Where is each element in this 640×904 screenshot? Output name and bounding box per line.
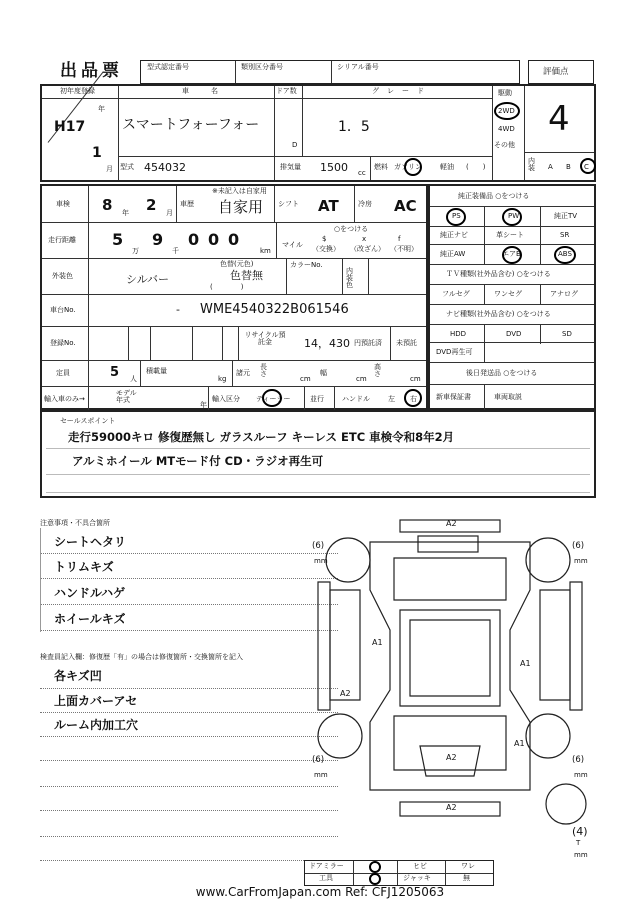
mirror-circle xyxy=(369,861,381,873)
eq-pw-circle xyxy=(502,208,522,226)
inspector-note-1: 各キズ凹 xyxy=(54,669,102,683)
interior-circle xyxy=(580,158,596,174)
sales-label: セールスポイント xyxy=(60,417,116,425)
note-3: ハンドルハゲ xyxy=(54,586,126,600)
mileage-man: 万 xyxy=(132,247,139,255)
tire-fr-unit: mm xyxy=(574,557,588,565)
color-change-label: 色替(元色) xyxy=(220,260,254,268)
height-unit: cm xyxy=(410,375,421,383)
form-title: 出品票 xyxy=(60,61,123,81)
mileage-digit-1: 5 xyxy=(112,230,124,249)
import-class-label: 輸入区分 xyxy=(212,395,240,403)
equipment-title: 純正装備品 ○をつける xyxy=(458,192,530,200)
tire-rr-value: 6 xyxy=(575,755,581,765)
category-label: 類別区分番号 xyxy=(241,63,283,71)
tv-analog: アナログ xyxy=(550,290,578,298)
navi-hdd: HDD xyxy=(450,330,467,338)
load-unit: kg xyxy=(218,375,227,383)
handle-label: ハンドル xyxy=(342,395,370,403)
grade-score: 4 xyxy=(548,99,570,139)
tire-fl: (6) xyxy=(312,541,325,551)
inspection-month: 2 xyxy=(146,196,157,214)
spare-sub: T xyxy=(576,839,581,847)
color-no-label: カラーNo. xyxy=(290,261,323,269)
mark-a2-front: A2 xyxy=(446,519,457,528)
mileage-label: 走行距離 xyxy=(48,236,76,244)
length-label: 長さ xyxy=(260,363,267,378)
mirror-crack: ヒビ xyxy=(413,862,427,870)
shift-value: AT xyxy=(318,197,339,215)
tire-rr: (6) xyxy=(572,755,585,765)
sales-block xyxy=(40,410,596,498)
sales-line-1: 走行59000キロ 修復歴無し ガラスルーフ キーレス ETC 車検令和8年2月 xyxy=(68,430,455,444)
first-reg-label: 初年度登録 xyxy=(60,87,95,95)
eq-airbag: エアB xyxy=(502,250,521,258)
mark-a1-left-door: A1 xyxy=(372,638,383,647)
equipment-block xyxy=(428,184,596,410)
mark-a2-left-rear: A2 xyxy=(340,689,351,698)
navi-sd: SD xyxy=(562,330,572,338)
tv-full: フルセグ xyxy=(442,290,470,298)
type-cert-label: 型式認定番号 xyxy=(147,63,189,71)
drive-label: 駆動 xyxy=(498,89,512,97)
interior-b: B xyxy=(566,163,571,171)
spare-value: 4 xyxy=(576,825,584,838)
eq-navi: 純正ナビ xyxy=(440,231,468,239)
interior-a: A xyxy=(548,163,553,171)
inspection-month-unit: 月 xyxy=(166,209,173,217)
inspector-note-3: ルーム内加工穴 xyxy=(54,718,139,732)
chassis-dash: - xyxy=(176,303,180,316)
inspector-label: 検査員記入欄：修復歴「有」の場合は修復箇所・交換箇所を記入 xyxy=(40,653,243,661)
mile-opt-2: （改ざん） xyxy=(350,245,385,253)
mileage-sen: 千 xyxy=(172,247,179,255)
tire-fl-value: 6 xyxy=(315,541,321,551)
details-block xyxy=(40,184,428,410)
mirror-break: ワレ xyxy=(461,862,475,870)
registration-label: 登録No. xyxy=(50,339,76,347)
doors-label: ドア数 xyxy=(276,87,297,95)
tire-fr: (6) xyxy=(572,541,585,551)
mark-a1-right-door: A1 xyxy=(520,659,531,668)
eq-ps: PS xyxy=(452,212,461,220)
import-class-circle xyxy=(262,389,282,407)
history-label: 車歴 xyxy=(180,200,194,208)
eq-ps-circle xyxy=(446,208,466,226)
cc-unit: cc xyxy=(358,169,366,177)
mile-circle-note: ○をつける xyxy=(334,225,369,233)
eq-abs-circle xyxy=(554,246,576,264)
handle-left: 左 xyxy=(388,395,395,403)
interior-color-label: 内装色 xyxy=(346,267,353,289)
use-note: ※未記入は自家用 xyxy=(212,187,267,195)
model-year-unit: 年 xyxy=(200,401,207,409)
width-unit: cm xyxy=(356,375,367,383)
capacity-value: 5 xyxy=(110,365,120,380)
tire-rl: (6) xyxy=(312,755,325,765)
grade-score-header xyxy=(528,60,594,84)
tool-circle xyxy=(369,873,381,885)
notes-label: 注意事項・不具合箇所 xyxy=(40,519,110,527)
accessory-table xyxy=(304,860,494,886)
eq-sr: SR xyxy=(560,231,570,239)
model-value: 454032 xyxy=(144,161,186,174)
inspection-year-unit: 年 xyxy=(122,209,129,217)
fuel-label: 燃料 xyxy=(374,163,388,171)
first-reg-year: H17 xyxy=(54,119,86,135)
vehicle-name: スマートフォーフォー xyxy=(122,117,260,133)
grade-label: グレード xyxy=(372,87,432,95)
mile-sym-3: f xyxy=(398,235,401,243)
first-reg-month: 1 xyxy=(92,145,102,161)
tire-fl-unit: mm xyxy=(314,557,328,565)
fuel-paren: ( ) xyxy=(466,163,486,171)
recycle-value: 14，430 xyxy=(304,337,350,350)
drive-4wd: 4WD xyxy=(498,125,515,133)
jack-none: 無 xyxy=(463,874,470,882)
after-title: 後日発送品 ○をつける xyxy=(466,369,538,377)
navi-title: ナビ種類(社外品含む) ○をつける xyxy=(446,310,551,318)
month-unit: 月 xyxy=(106,165,113,173)
color-change-paren: ( ) xyxy=(210,283,244,291)
id-row xyxy=(140,60,520,84)
fuel-value: ガソリン xyxy=(394,163,422,171)
capacity-label: 定員 xyxy=(56,369,70,377)
mile-opt-1: （交換） xyxy=(312,245,340,253)
chassis-label: 車台No. xyxy=(50,306,76,314)
sales-line-2: アルミホイール MTモード付 CD・ラジオ再生可 xyxy=(72,454,324,468)
tire-rr-unit: mm xyxy=(574,771,588,779)
handle-circle xyxy=(404,389,422,407)
year-unit: 年 xyxy=(98,105,105,113)
length-unit: cm xyxy=(300,375,311,383)
drive-2wd-circle xyxy=(494,102,520,120)
parallel-label: 並行 xyxy=(310,395,324,403)
mile-label: マイル xyxy=(282,241,303,249)
recycle-status-2: 未預託 xyxy=(396,339,417,347)
color-label: 外装色 xyxy=(52,272,73,280)
eq-abs: ABS xyxy=(558,250,572,258)
mirror-label: ドアミラー xyxy=(309,862,344,870)
model-year-label: モデル年式 xyxy=(116,389,137,404)
tv-title: ＴＶ種類(社外品含む) ○をつける xyxy=(446,270,551,278)
capacity-unit: 人 xyxy=(130,375,137,383)
chassis-value: WME4540322B061546 xyxy=(200,302,349,317)
tire-rl-value: 6 xyxy=(315,755,321,765)
serial-label: シリアル番号 xyxy=(337,63,379,71)
vehicle-block xyxy=(40,84,596,182)
eq-aw: 純正AW xyxy=(440,250,466,258)
light-oil: 軽油 xyxy=(440,163,454,171)
eq-pw: PW xyxy=(508,212,520,220)
eq-leather: 革シート xyxy=(496,231,524,239)
mileage-digit-5: 0 xyxy=(228,230,240,249)
interior-c: C xyxy=(584,163,589,171)
eq-tv: 純正TV xyxy=(554,212,578,220)
eq-airbag-circle xyxy=(502,246,522,264)
mileage-digit-4: 0 xyxy=(208,230,220,249)
use-value: 自家用 xyxy=(218,198,264,216)
fuel-circle xyxy=(404,158,422,176)
mile-sym-2: x xyxy=(362,235,367,243)
recycle-label: リサイクル預託金 xyxy=(244,331,286,346)
after-manual: 車両取説 xyxy=(494,393,522,401)
model-label: 型式 xyxy=(120,163,134,171)
shift-label: シフト xyxy=(278,200,299,208)
mile-opt-3: （不明） xyxy=(390,245,418,253)
color-value: シルバー xyxy=(126,273,169,286)
grade-value: 1．5 xyxy=(338,119,370,135)
mark-a2-rear: A2 xyxy=(446,753,457,762)
after-warranty: 新車保証書 xyxy=(436,393,471,401)
dims-label: 諸元 xyxy=(236,369,250,377)
color-change-value: 色替無 xyxy=(230,269,263,282)
note-1: シートヘタリ xyxy=(54,535,127,549)
mark-a1-right-rear: A1 xyxy=(514,739,525,748)
dvd-play: DVD再生可 xyxy=(436,348,473,356)
mileage-digit-2: 9 xyxy=(152,230,164,249)
door-d: D xyxy=(292,141,298,149)
height-label: 高さ xyxy=(374,363,381,378)
displacement-value: 1500 xyxy=(320,161,348,174)
car-damage-diagram xyxy=(300,510,610,850)
name-label: 車名 xyxy=(182,87,240,95)
load-label: 積載量 xyxy=(146,367,167,375)
mark-a2-bumper: A2 xyxy=(446,803,457,812)
drive-other: その他 xyxy=(494,141,515,149)
spare-tire: (4) xyxy=(572,825,588,838)
drive-2wd: 2WD xyxy=(498,107,515,115)
displacement-label: 排気量 xyxy=(280,163,301,171)
import-label: 輸入車のみ→ xyxy=(44,395,85,403)
note-2: トリムキズ xyxy=(54,560,114,574)
import-class-value: ディーラー xyxy=(256,395,291,403)
width-label: 幅 xyxy=(320,369,327,377)
tire-fr-value: 6 xyxy=(575,541,581,551)
mile-sym-1: $ xyxy=(322,235,327,243)
inspector-note-2: 上面カバーアセ xyxy=(54,694,138,708)
grade-score-label: 評価点 xyxy=(543,67,569,77)
interior-label: 内装 xyxy=(528,157,535,172)
mileage-digit-3: 0 xyxy=(188,230,200,249)
navi-dvd: DVD xyxy=(506,330,522,338)
spare-unit: mm xyxy=(574,851,588,859)
mileage-km: km xyxy=(260,247,271,255)
jack-label: ジャッキ xyxy=(403,874,431,882)
recycle-status: 円預託済 xyxy=(354,339,382,347)
note-4: ホイールキズ xyxy=(54,612,126,626)
watermark-text: www.CarFromJapan.com Ref: CFJ1205063 xyxy=(195,885,445,899)
tool-label: 工具 xyxy=(319,874,333,882)
ac-value: AC xyxy=(394,197,417,215)
tv-one: ワンセグ xyxy=(494,290,522,298)
inspection-label: 車検 xyxy=(56,200,70,208)
inspection-year: 8 xyxy=(102,196,113,214)
tire-rl-unit: mm xyxy=(314,771,328,779)
handle-right: 右 xyxy=(410,395,417,403)
ac-label: 冷房 xyxy=(358,200,372,208)
